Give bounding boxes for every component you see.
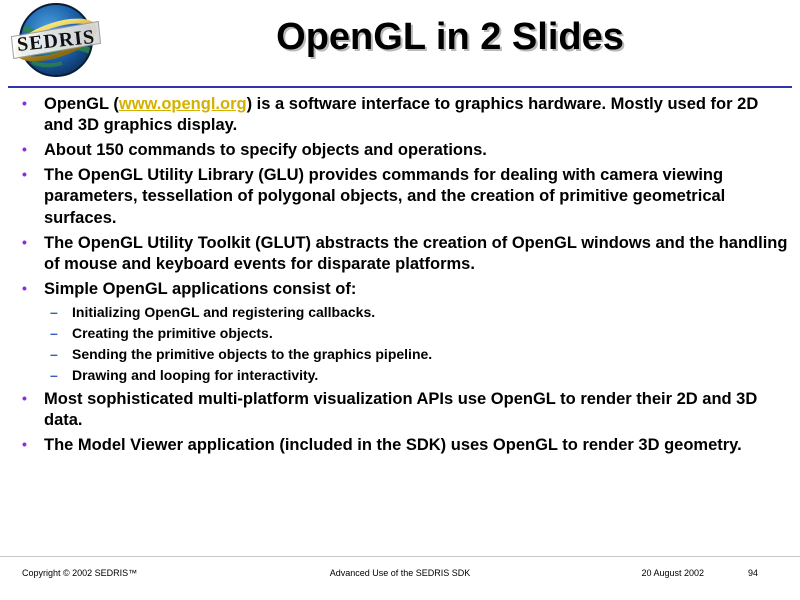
sub-list-item <box>44 303 790 322</box>
sedris-globe-logo <box>4 2 108 80</box>
dash-icon: – <box>50 345 58 362</box>
slide-body <box>14 94 790 460</box>
bullet-text: The Model Viewer application (included in the SDK) uses OpenGL to render 3D geometry. <box>44 435 742 454</box>
bullet-list <box>14 94 790 456</box>
sub-bullet-text: Creating the primitive objects. <box>72 324 273 341</box>
dash-icon: – <box>50 324 58 341</box>
bullet-icon: • <box>22 95 27 111</box>
dash-icon: – <box>50 303 58 320</box>
sub-list-item <box>44 345 790 364</box>
bullet-text: Simple OpenGL applications consist of: <box>44 279 357 298</box>
footer-page-number: 94 <box>747 568 758 578</box>
footer-divider <box>0 556 800 557</box>
sub-bullet-text: Drawing and looping for interactivity. <box>72 366 319 383</box>
bullet-text: The OpenGL Utility Toolkit (GLUT) abstracts the creation of OpenGL windows and the handling of mouse and keyboard events for disparate platforms. <box>44 233 788 273</box>
list-item <box>14 165 790 228</box>
bullet-text-prefix: OpenGL ( <box>44 95 119 113</box>
bullet-icon: • <box>22 166 27 183</box>
footer-title: Advanced Use of the SEDRIS SDK <box>329 568 471 578</box>
bullet-text-suffix: ) is a software interface to graphics hardware. Mostly used for 2D and 3D graphics display. <box>44 95 759 135</box>
list-item <box>14 94 790 136</box>
bullet-text: Most sophisticated multi-platform visualization APIs use OpenGL to render their 2D and 3D data. <box>44 389 758 429</box>
slide-footer <box>0 568 800 588</box>
list-item <box>14 140 790 161</box>
page-title: OpenGL in 2 Slides <box>276 16 624 58</box>
bullet-icon: • <box>22 233 27 250</box>
sub-bullet-text: Initializing OpenGL and registering callbacks. <box>72 303 376 320</box>
bullet-text: The OpenGL Utility Library (GLU) provides commands for dealing with camera viewing parameters, tessellation of polygonal objects, and the creation of primitive geometrical surfaces. <box>44 166 726 227</box>
list-item <box>14 389 790 431</box>
sub-bullet-list <box>44 303 790 385</box>
footer-date: 20 August 2002 <box>641 568 704 578</box>
bullet-icon: • <box>22 141 27 158</box>
list-item <box>14 435 790 456</box>
list-item <box>14 279 790 385</box>
svg-text:SEDRIS: SEDRIS <box>16 25 97 57</box>
list-item <box>14 233 790 275</box>
sub-bullet-text: Sending the primitive objects to the graphics pipeline. <box>72 345 433 362</box>
dash-icon: – <box>50 366 58 383</box>
bullet-icon: • <box>22 389 27 406</box>
bullet-icon: • <box>22 435 27 452</box>
opengl-website-link[interactable]: www.opengl.org <box>118 95 247 113</box>
bullet-text: About 150 commands to specify objects and operations. <box>44 141 487 160</box>
footer-copyright: Copyright © 2002 SEDRIS™ <box>22 568 138 578</box>
bullet-icon: • <box>22 279 27 296</box>
title-divider <box>8 86 792 88</box>
slide-header <box>0 0 800 84</box>
sub-list-item <box>44 324 790 343</box>
sub-list-item <box>44 366 790 385</box>
